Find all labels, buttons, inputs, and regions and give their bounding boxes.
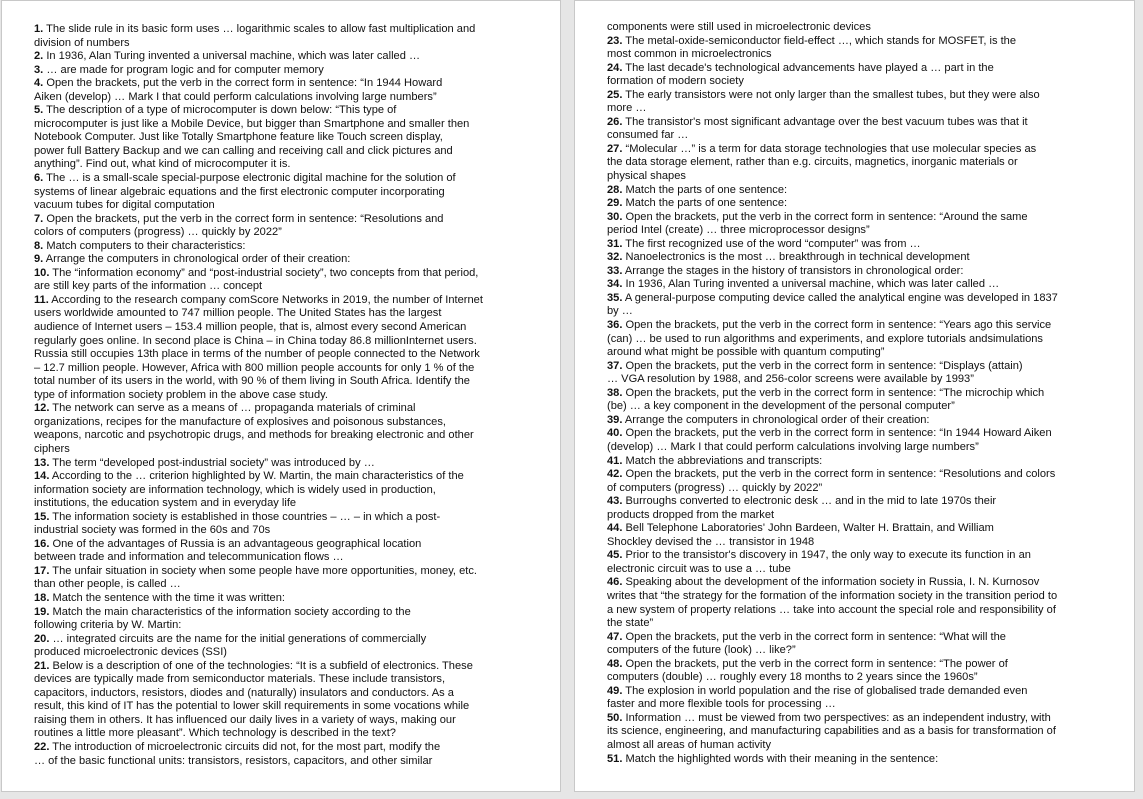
question-number: 36. xyxy=(607,319,623,332)
question-number: 2. xyxy=(34,50,44,63)
question-item xyxy=(607,549,1124,576)
question-text: Nanoelectronics is the most … breakthrough in technical development xyxy=(622,251,970,264)
question-text: Open the brackets, put the verb in the correct form in sentence: “What will the computers of the future (look) … like?” xyxy=(607,630,1006,657)
question-text: Open the brackets, put the verb in the correct form in sentence: “Resolutions and colors of computers (progress) … quickly by 2022” xyxy=(607,468,1056,494)
question-text: Speaking about the development of the information society in Russia, I. N. Kurnosov writes that “the strategy for the formation of the information society in the transition period to a new system of property relations … take into account the special role and responsibility of the state” xyxy=(607,576,1058,630)
question-number: 43. xyxy=(607,495,623,508)
question-number: 28. xyxy=(607,183,623,196)
question-item xyxy=(607,495,1124,522)
question-text: In 1936, Alan Turing invented a universal machine, which was later called … xyxy=(43,50,421,63)
document-page-right xyxy=(574,0,1135,792)
question-text: The information society is established in those countries – … – in which a post- industrial society was formed in the 60s and 70s xyxy=(34,510,441,537)
question-number: 1. xyxy=(34,23,44,35)
question-text: The transistor's most significant advantage over the best vacuum tubes was that it consumed far … xyxy=(607,115,1028,142)
question-text: The network can serve as a means of … propaganda materials of criminal organizations, recipes for the manufacture of explosives and poisonous substances, weapons, narcotic and psychotropic drugs, and methods for breaking electronic and other ciphers xyxy=(34,402,474,455)
question-item xyxy=(34,77,550,104)
question-text: … integrated circuits are the name for the initial generations of commercially produced microelectronic devices (SSI) xyxy=(34,632,427,659)
question-item xyxy=(34,240,550,254)
question-text: The explosion in world population and the rise of globalised trade demanded even faster and more flexible tools for processing … xyxy=(607,684,1028,711)
question-number: 49. xyxy=(607,684,623,697)
question-text: Open the brackets, put the verb in the correct form in sentence: “Displays (attain) … VGA resolution by 1988, and 256-color screens were available by 1993” xyxy=(607,359,1023,386)
question-number: 15. xyxy=(34,510,50,523)
question-number: 9. xyxy=(34,253,44,266)
question-number: 30. xyxy=(607,210,623,223)
question-number: 11. xyxy=(34,293,49,306)
question-item xyxy=(607,184,1124,198)
question-number: 33. xyxy=(607,264,623,277)
question-number: 22. xyxy=(34,740,50,753)
question-item xyxy=(34,64,550,78)
question-number: 13. xyxy=(34,456,50,469)
question-text: Open the brackets, put the verb in the correct form in sentence: “The microchip which (be) … a key component in the development of the personal computer” xyxy=(607,386,1045,413)
question-item xyxy=(34,213,550,240)
question-item xyxy=(607,468,1124,495)
question-item xyxy=(607,712,1124,753)
question-number: 4. xyxy=(34,77,44,90)
question-item xyxy=(607,35,1124,62)
question-item xyxy=(607,427,1124,454)
question-number: 46. xyxy=(607,576,623,589)
question-text: Burroughs converted to electronic desk … and in the mid to late 1970s their products dropped from the market xyxy=(607,495,997,521)
question-item xyxy=(607,62,1124,89)
question-item xyxy=(34,565,550,592)
question-item xyxy=(607,414,1124,428)
question-number: 50. xyxy=(607,711,623,724)
question-text: The “information economy” and “post-industrial society”, two concepts from that period, are still key parts of the information … concept xyxy=(34,266,479,293)
question-item xyxy=(607,89,1124,116)
question-number: 37. xyxy=(607,359,623,372)
question-text: Open the brackets, put the verb in the correct form in sentence: “Years ago this service (can) … be used to run algorithms and experiments, and explore tutorials andsimulations around what might be possible with quantum computing” xyxy=(607,319,1052,359)
question-item xyxy=(607,251,1124,265)
question-item xyxy=(607,360,1124,387)
question-number: 39. xyxy=(607,413,623,426)
question-number: 51. xyxy=(607,752,623,765)
question-number: 18. xyxy=(34,591,50,604)
question-number: 45. xyxy=(607,549,623,562)
continuation-text: components were still used in microelectronic devices xyxy=(607,21,871,33)
question-number: 38. xyxy=(607,386,623,399)
question-text: “Molecular …” is a term for data storage technologies that use molecular species as the data storage element, rather than e.g. circuits, magnetics, inorganic materials or physical shapes xyxy=(607,142,1037,183)
question-item xyxy=(34,23,550,50)
question-item xyxy=(607,631,1124,658)
question-number: 31. xyxy=(607,237,623,250)
question-text: Open the brackets, put the verb in the correct form in sentence: “In 1944 Howard Aiken (develop) … Mark I that could perform calculations involving large numbers” xyxy=(607,427,1052,453)
question-item xyxy=(34,511,550,538)
question-text: The description of a type of microcomputer is down below: “This type of microcomputer is just like a Mobile Device, but bigger than Smartphone and smaller then Notebook Computer. Just like Totally Smartphone feature like Touch screen display, power full Battery Backup and we can calling and receiving call and click pictures and anything”. Find out, what kind of microcomputer it is. xyxy=(34,104,470,171)
question-text: Below is a description of one of the technologies: “It is a subfield of electronics. These devices are typically made from semiconductor materials. These include transistors, capacitors, inductors, resistors, diodes and (naturally) insulators and conductors. As a result, this kind of IT has the potential to lower skill requirements in some vocations while raising them in others. It has influenced our daily lives in a variety of ways, making our routines a little more pleasant”. Which technology is described in the text? xyxy=(34,659,473,740)
question-number: 14. xyxy=(34,470,50,483)
question-item xyxy=(34,172,550,213)
question-text: One of the advantages of Russia is an advantageous geographical location between trade and information and telecommunication flows … xyxy=(34,537,422,564)
question-text: The first recognized use of the word “computer” was from … xyxy=(622,237,921,250)
question-number: 42. xyxy=(607,468,623,481)
question-item xyxy=(607,685,1124,712)
question-item xyxy=(34,457,550,471)
question-item xyxy=(607,116,1124,143)
question-number: 3. xyxy=(34,63,44,76)
question-item xyxy=(34,50,550,64)
question-number: 19. xyxy=(34,605,50,618)
question-text: The metal-oxide-semiconductor field-effect …, which stands for MOSFET, is the most common in microelectronics xyxy=(607,34,1016,61)
question-text: Prior to the transistor's discovery in 1947, the only way to execute its function in an electronic circuit was to use a … tube xyxy=(607,549,1031,575)
question-text: According to the research company comScore Networks in 2019, the number of Internet users worldwide amounted to 747 million people. The United States has the largest audience of Internet users – 153.4 million people, that is, almost every second American regularly goes online. In second place is China – in China today 86.8 millionInternet users. Russia still occupies 13th place in terms of the number of people connected to the Network – 12.7 million people. However, Africa with 800 million people accounts for only 1 % of the total number of its users in the world, with 90 % of them living in South Africa. Identify the type of information society problem in the above case study. xyxy=(34,293,483,401)
question-item xyxy=(607,292,1124,319)
question-text: According to the … criterion highlighted by W. Martin, the main characteristics of the information society are information technology, which is widely used in production, institutions, the education system and in everyday life xyxy=(34,470,464,510)
question-text: The slide rule in its basic form uses … logarithmic scales to allow fast multiplication and division of numbers xyxy=(34,23,476,49)
question-number: 26. xyxy=(607,115,623,128)
question-text: The early transistors were not only larger than the smallest tubes, but they were also more … xyxy=(607,88,1040,115)
question-number: 5. xyxy=(34,104,44,117)
question-text: Arrange the computers in chronological order of their creation: xyxy=(43,253,351,266)
question-item xyxy=(34,470,550,511)
question-text: Open the brackets, put the verb in the correct form in sentence: “In 1944 Howard Aiken (develop) … Mark I that could perform calculations involving large numbers” xyxy=(34,77,443,103)
question-number: 48. xyxy=(607,657,623,670)
question-item xyxy=(34,592,550,606)
question-text: The … is a small-scale special-purpose electronic digital machine for the solution of systems of linear algebraic equations and the first electronic computer incorporating vacuum tubes for digital computation xyxy=(34,172,456,212)
question-text: The unfair situation in society when some people have more opportunities, money, etc. than other people, is called … xyxy=(34,564,477,591)
question-item xyxy=(34,633,550,660)
question-item xyxy=(34,606,550,633)
question-item xyxy=(607,576,1124,630)
question-item xyxy=(607,522,1124,549)
question-text: In 1936, Alan Turing invented a universal machine, which was later called … xyxy=(622,278,1000,291)
question-item xyxy=(34,253,550,267)
question-text: The last decade's technological advancements have played a … part in the formation of modern society xyxy=(607,61,994,88)
question-number: 40. xyxy=(607,427,623,440)
question-item xyxy=(607,143,1124,184)
question-number: 47. xyxy=(607,630,623,643)
question-number: 17. xyxy=(34,564,50,577)
question-number: 44. xyxy=(607,522,623,535)
question-text: The introduction of microelectronic circuits did not, for the most part, modify the … of the basic functional units: transistors, resistors, capacitors, and other similar xyxy=(34,740,441,767)
question-item xyxy=(34,294,550,402)
question-text: Open the brackets, put the verb in the correct form in sentence: “Around the same period Intel (create) … three microprocessor designs” xyxy=(607,210,1028,237)
question-text: Arrange the stages in the history of transistors in chronological order: xyxy=(622,264,964,277)
question-item xyxy=(34,538,550,565)
question-item xyxy=(34,267,550,294)
question-text: Match the abbreviations and transcripts: xyxy=(622,454,823,467)
question-number: 21. xyxy=(34,659,50,672)
question-number: 7. xyxy=(34,212,44,225)
question-number: 24. xyxy=(607,61,623,74)
question-item xyxy=(607,455,1124,469)
question-item xyxy=(607,197,1124,211)
document-page-left xyxy=(1,0,561,792)
question-item xyxy=(34,660,550,741)
question-item xyxy=(607,278,1124,292)
question-item xyxy=(607,753,1124,767)
question-text: Information … must be viewed from two perspectives: as an independent industry, with its science, engineering, and manufacturing capabilities and as a basis for transformation of almost all areas of human activity xyxy=(607,711,1056,751)
question-number: 8. xyxy=(34,239,44,252)
question-number: 23. xyxy=(607,34,623,47)
question-item xyxy=(607,211,1124,238)
question-number: 25. xyxy=(607,88,623,101)
question-text: Match computers to their characteristics: xyxy=(43,239,246,252)
question-text: … are made for program logic and for computer memory xyxy=(43,63,324,76)
question-item xyxy=(34,741,550,768)
question-item xyxy=(34,104,550,172)
question-text: Open the brackets, put the verb in the correct form in sentence: “Resolutions and colors of computers (progress) … quickly by 2022” xyxy=(34,212,444,239)
question-number: 10. xyxy=(34,266,50,279)
question-text: Match the parts of one sentence: xyxy=(622,197,788,210)
question-item xyxy=(607,238,1124,252)
question-text: Match the main characteristics of the information society according to the following criteria by W. Martin: xyxy=(34,605,411,632)
question-number: 27. xyxy=(607,142,623,155)
question-number: 41. xyxy=(607,454,623,467)
question-text: Match the sentence with the time it was written: xyxy=(49,591,285,604)
question-text: Match the highlighted words with their meaning in the sentence: xyxy=(622,752,939,765)
question-number: 29. xyxy=(607,197,623,210)
question-number: 32. xyxy=(607,251,623,264)
question-number: 12. xyxy=(34,402,50,415)
question-item xyxy=(607,319,1124,360)
question-text: A general-purpose computing device called the analytical engine was developed in 1837 by … xyxy=(607,291,1058,318)
question-number: 20. xyxy=(34,632,50,645)
question-number: 6. xyxy=(34,172,44,185)
question-item xyxy=(607,658,1124,685)
question-number: 34. xyxy=(607,278,623,291)
question-item xyxy=(607,265,1124,279)
question-text: The term “developed post-industrial society” was introduced by … xyxy=(49,456,375,469)
question-item xyxy=(34,402,550,456)
question-item xyxy=(607,387,1124,414)
question-text: Bell Telephone Laboratories' John Bardeen, Walter H. Brattain, and William Shockley devised the … transistor in 1948 xyxy=(607,522,994,548)
question-text: Match the parts of one sentence: xyxy=(622,183,788,196)
question-number: 16. xyxy=(34,537,50,550)
question-text: Arrange the computers in chronological order of their creation: xyxy=(622,413,930,426)
question-text: Open the brackets, put the verb in the correct form in sentence: “The power of computers (double) … roughly every 18 months to 2 years since the 1960s” xyxy=(607,657,1008,684)
question-number: 35. xyxy=(607,291,623,304)
